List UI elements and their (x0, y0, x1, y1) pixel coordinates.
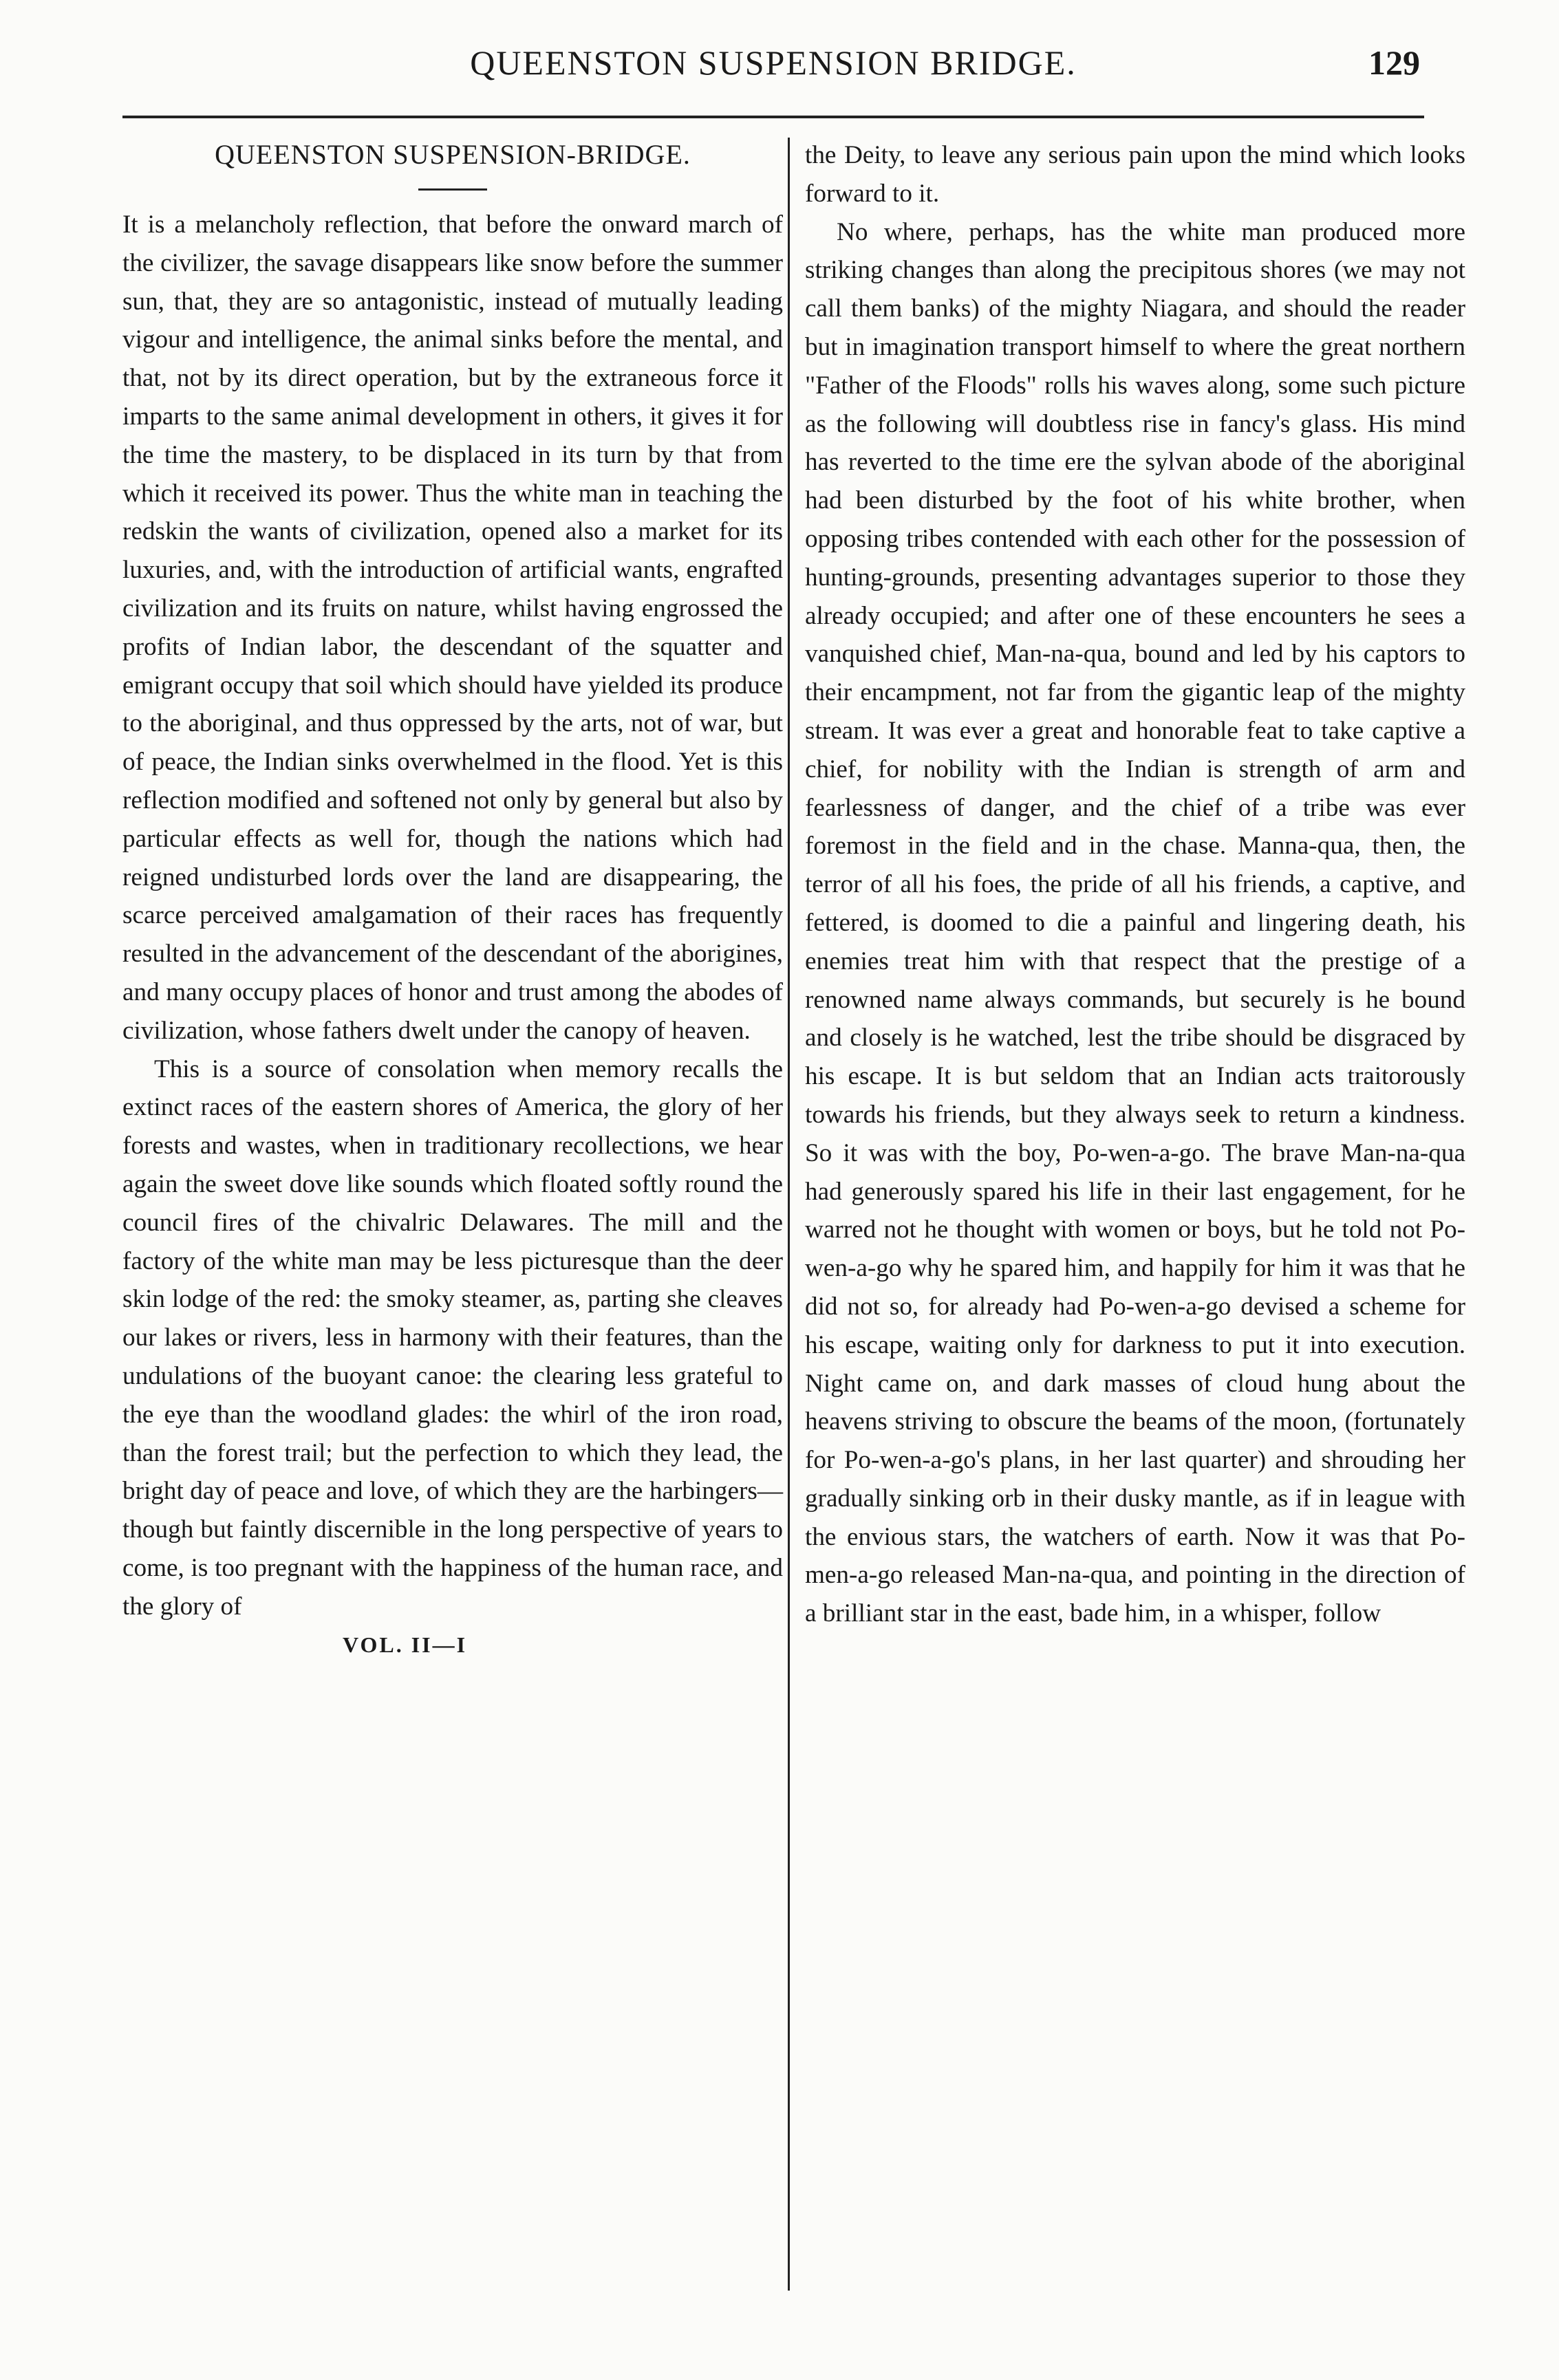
column-divider (788, 138, 790, 2291)
article-title: QUEENSTON SUSPENSION-BRIDGE. (215, 139, 691, 170)
paragraph-4: No where, perhaps, has the white man produced more striking changes than along the precipitous shores (we may not call them banks) of the mighty Niagara, and should the reader but in imagination transport himself to where the great northern "Father of the Floods" rolls his waves along, some such picture as the following will doubtless rise in fancy's glass. His mind has reverted to the time ere the sylvan abode of the aboriginal had been disturbed by the foot of his white brother, when opposing tribes contended with each other for the possession of hunting-grounds, presenting advantages superior to those they already occupied; and after one of these encounters he sees a vanquished chief, Man-na-qua, bound and led by his captors to their encampment, not far from the gigantic leap of the mighty stream. It was ever a great and honorable feat to take captive a chief, for nobility with the Indian is strength of arm and fearlessness of danger, and the chief of a tribe was ever foremost in the field and in the chase. Manna-qua, then, the terror of all his foes, the pride of all his friends, a captive, and fettered, is doomed to die a painful and lingering death, his enemies treat him with that respect that the prestige of a renowned name always commands, but securely is he bound and closely is he watched, lest the tribe should be disgraced by his escape. It is but seldom that an Indian acts traitorously towards his friends, but they always seek to return a kindness. So it was with the boy, Po-wen-a-go. The brave Man-na-qua had generously spared his life in their last engagement, for he warred not he thought with women or boys, but he told not Po-wen-a-go why he spared him, and happily for him it was that he did not so, for already had Po-wen-a-go devised a scheme for his escape, waiting only for darkness to put it into execution. Night came on, and dark masses of cloud hung about the heavens striving to obscure the beams of the moon, (fortunately for Po-wen-a-go's plans, in her last quarter) and shrouding her gradually sinking orb in their dusky mantle, as if in league with the envious stars, the watchers of earth. Now it was that Po-men-a-go released Man-na-qua, and pointing in the direction of a brilliant star in the east, bade him, in a whisper, follow (805, 217, 1465, 1628)
header-rule (122, 116, 1424, 118)
volume-signature: VOL. II—I (343, 1632, 468, 1658)
running-title: QUEENSTON SUSPENSION BRIDGE. (470, 43, 1077, 82)
title-dash (418, 188, 487, 191)
right-column (805, 136, 1465, 1633)
running-head (122, 43, 1424, 98)
paragraph-3: the Deity, to leave any serious pain upon the mind which looks forward to it. (805, 141, 1465, 208)
paragraph-1: It is a melancholy reflection, that before the onward march of the civilizer, the savage disappears like snow before the summer sun, that, they are so antagonistic, instead of mutually leading vigour and intelligence, the animal sinks before the mental, and that, not by its direct operation, but by the extraneous force it imparts to the same animal development in others, it gives it for the time the mastery, to be displaced in its turn by that from which it received its power. Thus the white man in teaching the redskin the wants of civilization, opened also a market for its luxuries, and, with the introduction of artificial wants, engrafted civilization and its fruits on nature, whilst having engrossed the profits of Indian labor, the descendant of the squatter and emigrant occupy that soil which should have yielded its produce to the aboriginal, and thus oppressed by the arts, not of war, but of peace, the Indian sinks overwhelmed in the flood. Yet is this reflection modified and softened not only by general but also by particular effects as well for, though the nations which had reigned undisturbed lords over the land are disappearing, the scarce perceived amalgamation of their races has frequently resulted in the advancement of the descendant of the aborigines, and many occupy places of honor and trust among the abodes of civilization, whose fathers dwelt under the canopy of heaven. (122, 210, 783, 1045)
page-number: 129 (1368, 43, 1420, 82)
left-column (122, 136, 783, 1664)
paragraph-2: This is a source of consolation when memory recalls the extinct races of the eastern shores of America, the glory of her forests and wastes, when in traditionary recollections, we hear again the sweet dove like sounds which floated softly round the council fires of the chivalric Delawares. The mill and the factory of the white man may be less picturesque than the deer skin lodge of the red: the smoky steamer, as, parting she cleaves our lakes or rivers, less in harmony with their features, than the undulations of the buoyant canoe: the clearing less grateful to the eye than the woodland glades: the whirl of the iron road, than the forest trail; but the perfection to which they lead, the bright day of peace and love, of which they are the harbingers—though but faintly discernible in the long perspective of years to come, is too pregnant with the happiness of the human race, and the glory of (122, 1054, 783, 1621)
